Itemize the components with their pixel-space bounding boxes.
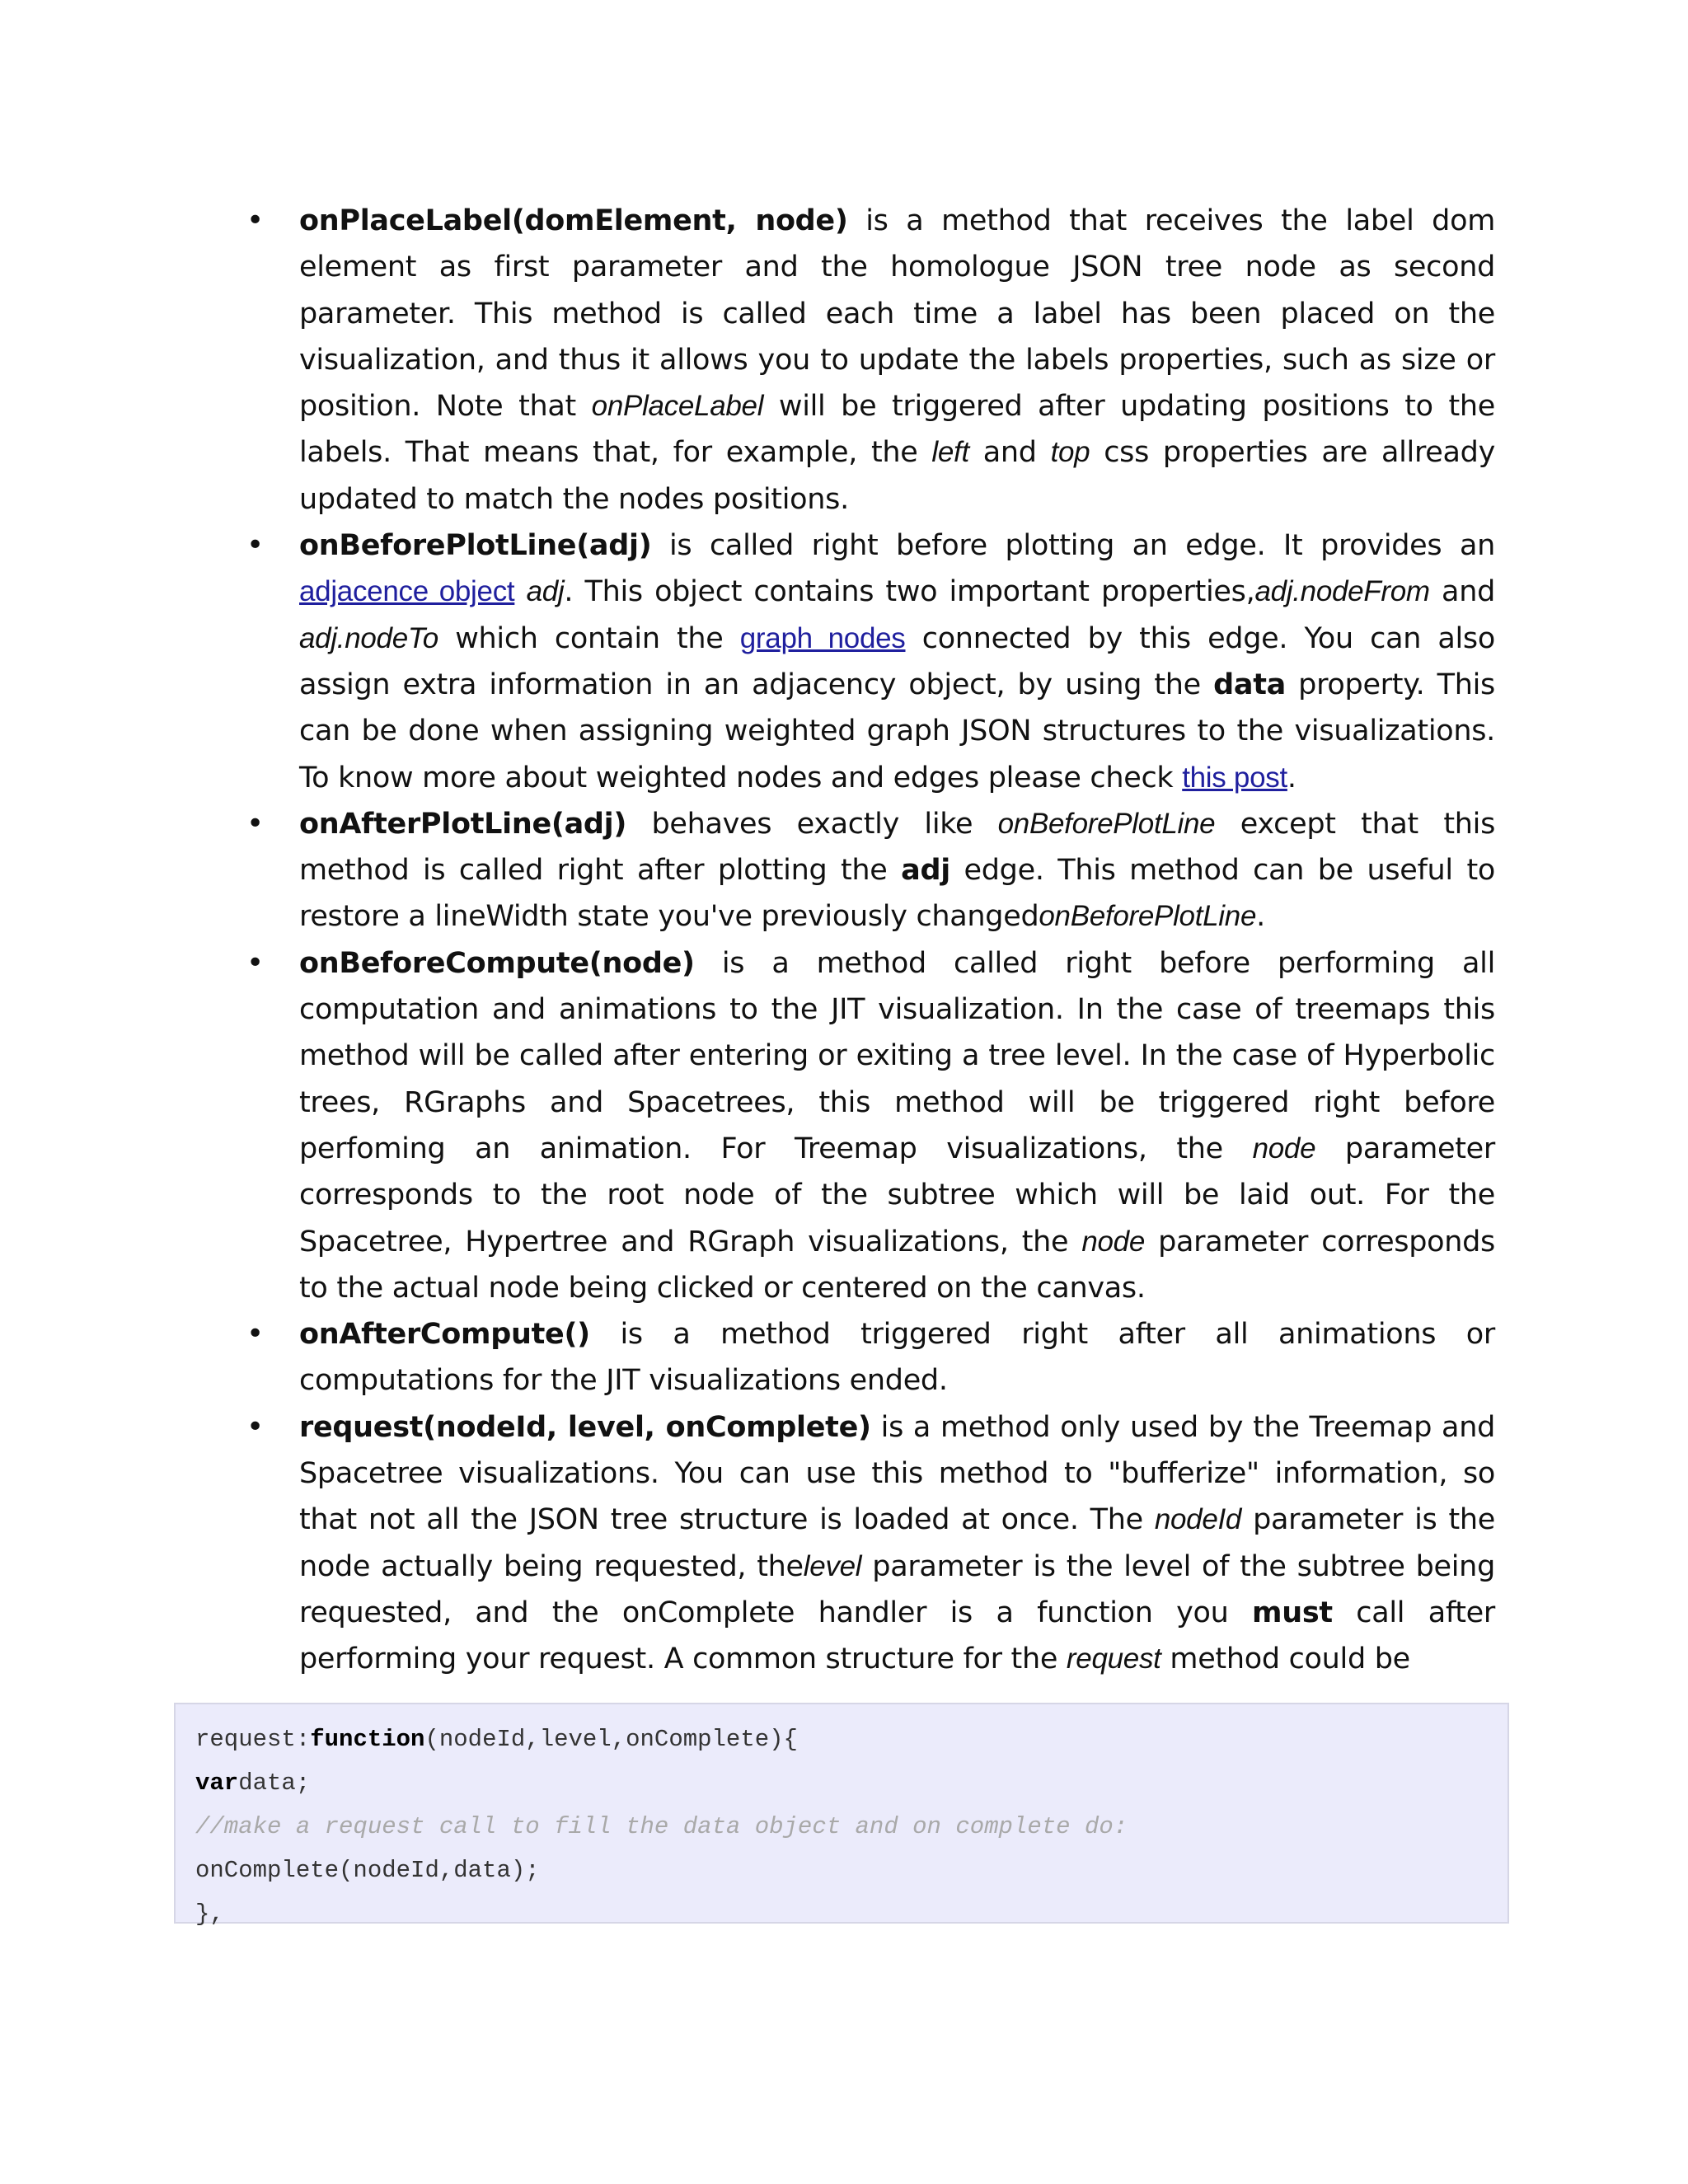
callback-definition-list (249, 198, 1495, 1683)
adjacence-object-link[interactable]: adjacence object (299, 575, 515, 608)
term-onplacelabel: onPlaceLabel(domElement, node) (299, 204, 848, 237)
code-block (174, 1703, 1509, 1928)
this-post-link[interactable]: this post (1182, 761, 1287, 794)
list-item-onbeforeplotline: • onBeforePlotLine(adj) is called right before plotting an edge. It provides an adjacence object adj. This object contains two important properties,adj.nodeFrom and adj.nodeTo which contain the graph nodes connected by this edge. You can also assign extra information in an adjacency object, by using the data property. This can be done when assigning weighted graph JSON structures to the visualizations. To know more about weighted nodes and edges please check this post. (249, 523, 1495, 801)
term-request: request(nodeId, level, onComplete) (299, 1410, 871, 1444)
list-item-request: • request(nodeId, level, onComplete) is a method only used by the Treemap and Spacetree visualizations. You can use this method to "bufferize" information, so that not all the JSON tree structure is loaded at once. The nodeId parameter is the node actually being requested, thelevel parameter is the level of the subtree being requested, and the onComplete handler is a function you must call after performing your request. A common structure for the request method could be (249, 1404, 1495, 1683)
code-line: vardata; (195, 1769, 311, 1797)
list-item-onplacelabel: • onPlaceLabel(domElement, node) is a method that receives the label dom element as first parameter and the homologue JSON tree node as second parameter. This method is called each time a label has been placed on the visualization, and thus it allows you to update the labels properties, such as size or position. Note that onPlaceLabel will be triggered after updating positions to the labels. That means that, for example, the left and top css properties are allready updated to match the nodes positions. (249, 198, 1495, 523)
term-onaftercompute: onAfterCompute() (299, 1318, 590, 1352)
term-onafterplotline: onAfterPlotLine(adj) (299, 807, 627, 841)
term-onbeforecompute: onBeforeCompute(node) (299, 946, 695, 980)
code-line: }, (195, 1900, 224, 1928)
code-comment-line: //make a request call to fill the data object and on complete do: (195, 1813, 1128, 1840)
list-item-onafterplotline: • onAfterPlotLine(adj) behaves exactly like onBeforePlotLine except that this method is called right after plotting the adj edge. This method can be useful to restore a lineWidth state you've previously changedonBeforePlotLine. (249, 801, 1495, 940)
list-item-onaftercompute: • onAfterCompute() is a method triggered right after all animations or computations for the JIT visualizations ended. (249, 1311, 1495, 1404)
term-onbeforeplotline: onBeforePlotLine(adj) (299, 529, 652, 563)
code-line: onComplete(nodeId,data); (195, 1857, 540, 1884)
list-item-onbeforecompute: • onBeforeCompute(node) is a method called right before performing all computation and animations to the JIT visualization. In the case of treemaps this method will be called after entering or exiting a tree level. In the case of Hyperbolic trees, RGraphs and Spacetrees, this method will be triggered right before perfoming an animation. For Treemap visualizations, the node parameter corresponds to the root node of the subtree which will be laid out. For the Spacetree, Hypertree and RGraph visualizations, the node parameter corresponds to the actual node being clicked or centered on the canvas. (249, 940, 1495, 1311)
graph-nodes-link[interactable]: graph nodes (739, 621, 906, 654)
code-line: request:function(nodeId,level,onComplete){ (195, 1726, 798, 1753)
